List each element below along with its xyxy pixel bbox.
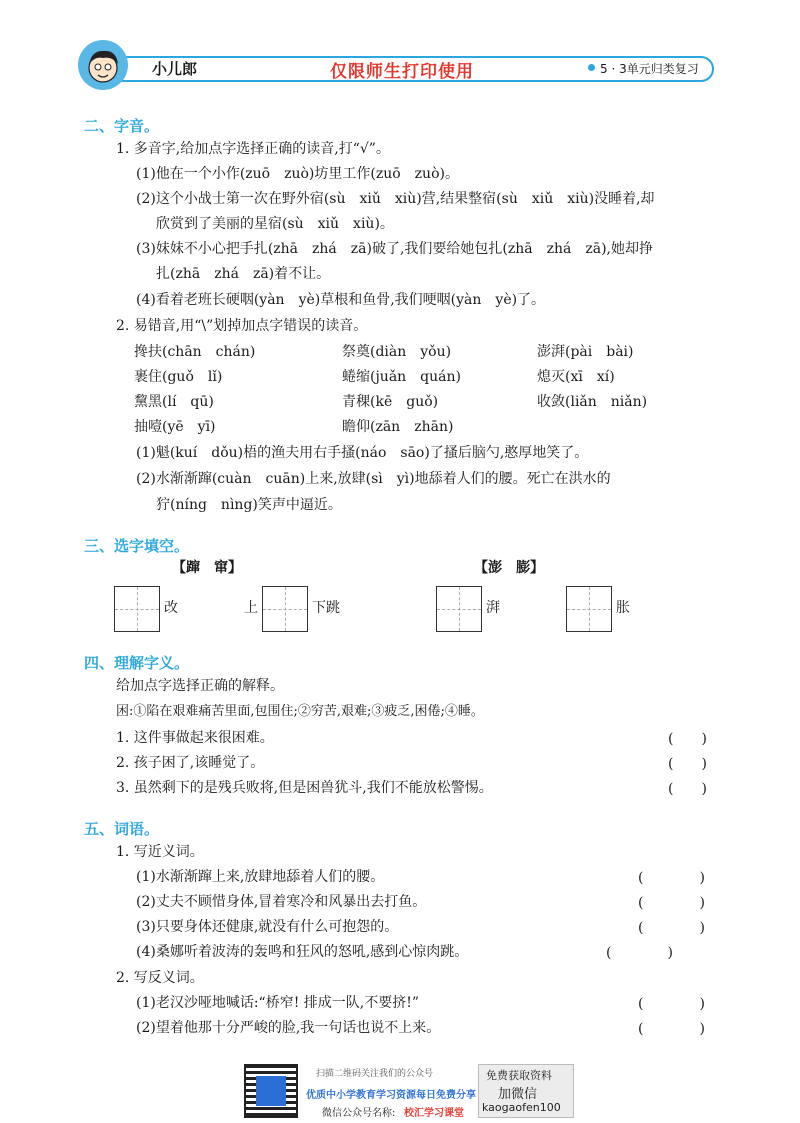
pinyin-item: 收敛(liǎn niǎn) (537, 394, 648, 410)
free-text: 免费获取资料 (486, 1069, 552, 1082)
question-line: 3. 虽然剩下的是残兵败将,但是困兽犹斗,我们不能放松警惕。 (116, 780, 493, 796)
bullet-icon (588, 64, 595, 71)
question-title: 2. 写反义词。 (116, 970, 204, 986)
answer-paren[interactable]: ( ) (668, 756, 707, 772)
word-part: 改 (164, 600, 178, 616)
question-line: (2)丈夫不顾惜身体,冒着寒冷和风暴出去打鱼。 (136, 894, 427, 910)
question-line: 欣赏到了美丽的星宿(sù xiǔ xiù)。 (156, 216, 394, 232)
question-line: (2)望着他那十分严峻的脸,我一句话也说不上来。 (136, 1020, 441, 1036)
wechat-name: 校汇学习课堂 (404, 1108, 464, 1119)
question-line: 2. 孩子困了,该睡觉了。 (116, 755, 265, 771)
answer-box[interactable] (566, 586, 612, 632)
pinyin-item: 瞻仰(zān zhān) (342, 419, 454, 435)
section-title: 四、理解字义。 (84, 654, 190, 672)
brand-name: 小儿郎 (152, 60, 198, 78)
print-notice: 仅限师生打印使用 (330, 62, 474, 82)
word-part: 湃 (486, 600, 500, 616)
qr-logo-icon (256, 1076, 286, 1106)
wechat-id: kaogaofen100 (482, 1101, 561, 1114)
pinyin-item: 裹住(guǒ lǐ) (134, 369, 223, 385)
question-title: 1. 多音字,给加点字选择正确的读音,打“√”。 (116, 141, 390, 157)
answer-paren[interactable]: ( ) (638, 870, 705, 886)
pinyin-item: 祭奠(diàn yǒu) (342, 344, 452, 360)
section-title: 五、词语。 (84, 820, 160, 838)
word-part: 胀 (616, 600, 630, 616)
answer-box[interactable] (436, 586, 482, 632)
question-line: (3)妹妹不小心把手扎(zhā zhá zā)破了,我们要给她包扎(zhā zhá zā),她却挣 (136, 241, 653, 257)
char-pair: 【澎 膨】 (474, 560, 544, 576)
question-line: (2)这个小战士第一次在野外宿(sù xiǔ xiù)营,结果整宿(sù xiǔ xiù)没睡着,却 (136, 191, 655, 207)
pinyin-item: 青稞(kē guǒ) (342, 394, 439, 410)
pinyin-item: 抽噎(yē yī) (134, 419, 216, 435)
scan-hint: 扫描二维码关注我们的公众号 (316, 1069, 434, 1079)
answer-box[interactable] (262, 586, 308, 632)
question-line: (1)他在一个小作(zuō zuò)坊里工作(zuō zuò)。 (136, 166, 459, 182)
question-line: (3)只要身体还健康,就没有什么可抱怨的。 (136, 919, 399, 935)
question-line: 1. 这件事做起来很困难。 (116, 730, 274, 746)
answer-paren[interactable]: ( ) (638, 895, 705, 911)
add-wechat-text: 加微信 (498, 1087, 538, 1102)
question-line: (4)看着老班长硬咽(yàn yè)草根和鱼骨,我们哽咽(yàn yè)了。 (136, 292, 546, 308)
instruction: 给加点字选择正确的解释。 (116, 678, 284, 694)
question-line: 狞(níng nìng)笑声中逼近。 (156, 497, 342, 513)
section-title: 二、字音。 (84, 117, 160, 135)
char-pair: 【蹿 窜】 (172, 560, 242, 576)
question-line: (1)魁(kuí dǒu)梧的渔夫用右手搔(náo sāo)了搔后脑勺,憨厚地笑了。 (136, 445, 589, 461)
word-part: 上 (244, 600, 258, 616)
definitions: 困:①陷在艰难痛苦里面,包围住;②穷苦,艰难;③疲乏,困倦;④睡。 (116, 704, 484, 719)
answer-paren[interactable]: ( ) (606, 945, 673, 961)
answer-paren[interactable]: ( ) (638, 1021, 705, 1037)
question-line: (4)桑娜听着波涛的轰鸣和狂风的怒吼,感到心惊肉跳。 (136, 944, 469, 960)
answer-paren[interactable]: ( ) (638, 920, 705, 936)
question-line: (1)老汉沙哑地喊话:“桥窄! 排成一队,不要挤!” (136, 995, 420, 1011)
word-part: 下跳 (312, 600, 340, 616)
pinyin-item: 蜷缩(juǎn quán) (342, 369, 461, 385)
answer-paren[interactable]: ( ) (668, 731, 707, 747)
wechat-label: 微信公众号名称: (322, 1108, 396, 1119)
answer-box[interactable] (114, 586, 160, 632)
question-line: (2)水渐渐蹿(cuàn cuān)上来,放肆(sì yì)地舔着人们的腰。死亡在洪水的 (136, 471, 611, 487)
mascot-icon (78, 40, 128, 90)
section-title: 三、选字填空。 (84, 537, 190, 555)
share-text: 优质中小学教育学习资源每日免费分享 (306, 1090, 476, 1101)
question-title: 1. 写近义词。 (116, 844, 204, 860)
unit-label: 5 · 3单元归类复习 (600, 62, 699, 76)
pinyin-item: 澎湃(pài bài) (537, 344, 634, 360)
question-line: 扎(zhā zhá zā)着不让。 (156, 266, 331, 282)
answer-paren[interactable]: ( ) (638, 996, 705, 1012)
pinyin-item: 熄灭(xī xí) (537, 369, 615, 385)
question-line: (1)水渐渐蹿上来,放肆地舔着人们的腰。 (136, 869, 385, 885)
pinyin-item: 搀扶(chān chán) (134, 344, 256, 360)
pinyin-item: 黧黑(lí qū) (134, 394, 214, 410)
question-title: 2. 易错音,用“\”划掉加点字错误的读音。 (116, 318, 368, 334)
answer-paren[interactable]: ( ) (668, 781, 707, 797)
